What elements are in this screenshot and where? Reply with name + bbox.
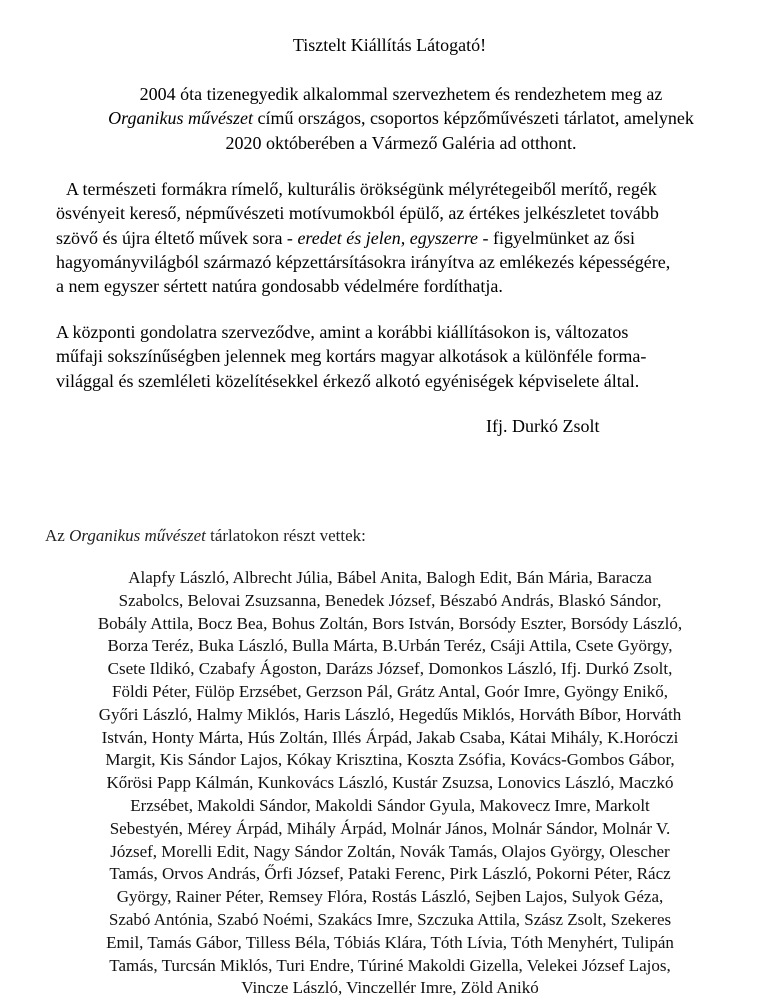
participants-list-line: Bobály Attila, Bocz Bea, Bohus Zoltán, Bors István, Borsódy Eszter, Borsódy László, [97, 613, 683, 633]
paragraph-intro-line-2-rest: című országos, csoportos képzőművészeti tárlatot, amelynek [252, 108, 694, 129]
participants-list-line: Margit, Kis Sándor Lajos, Kókay Krisztina, Koszta Zsófia, Kovács-Gombos Gábor, [105, 750, 675, 770]
paragraph-description-line-3-end: - figyelmünket az ősi [478, 227, 635, 248]
participants-list-line: Kőrösi Papp Kálmán, Kunkovács László, Kustár Zsuzsa, Lonovics László, Maczkó [106, 773, 674, 793]
participants-list-line: József, Morelli Edit, Nagy Sándor Zoltán, Novák Tamás, Olajos György, Olescher [110, 841, 670, 861]
participants-list-line: György, Rainer Péter, Remsey Flóra, Rostás László, Sejben Lajos, Sulyok Géza, [116, 887, 664, 907]
participants-list-line: Földi Péter, Fülöp Erzsébet, Gerzson Pál, Grátz Antal, Goór Imre, Gyöngy Enikő, [112, 681, 668, 701]
paragraph-concept-line-1: A központi gondolatra szerveződve, amint a korábbi kiállításokon is, változatos [56, 322, 629, 342]
participants-heading-italic: Organikus művészet [69, 526, 206, 545]
participants-list-line: Szabó Antónia, Szabó Noémi, Szakács Imre, Szczuka Attila, Szász Zsolt, Szekeres [108, 909, 672, 929]
paragraph-description [56, 177, 746, 298]
participants-list-line: Sebestyén, Mérey Árpád, Mihály Árpád, Molnár János, Molnár Sándor, Molnár V. [109, 818, 671, 838]
paragraph-description-line-3-start: szövő és újra éltető művek sora - [56, 227, 298, 248]
paragraph-concept-line-2: műfaji sokszínűségben jelennek meg kortárs magyar alkotások a különféle forma- [56, 346, 647, 367]
paragraph-description-line-2: ösvényeit kereső, népművészeti motívumokból épülő, az értékes jelkészletet tovább [56, 203, 659, 224]
paragraph-description-line-5: a nem egyszer sértett natúra gondosabb védelmére fordíthatja. [56, 276, 503, 297]
participants-list-line: Alapfy László, Albrecht Júlia, Bábel Anita, Balogh Edit, Bán Mária, Baracza [128, 568, 652, 587]
greeting-heading: Tisztelt Kiállítás Látogató! [292, 35, 487, 55]
participants-heading-prefix: Az [45, 526, 70, 545]
participants-list-line: Győri László, Halmy Miklós, Haris László, Hegedűs Miklós, Horváth Bíbor, Horváth [98, 704, 682, 724]
signature: Ifj. Durkó Zsolt [486, 416, 600, 436]
participants-list-line: Tamás, Orvos András, Őrfi József, Pataki Ferenc, Pirk László, Pokorni Péter, Rácz [109, 864, 671, 884]
paragraph-description-line-3 [56, 226, 746, 250]
paragraph-description-line-1: A természeti formákra rímelő, kulturális örökségünk mélyrétegeiből merítő, regék [66, 179, 657, 199]
paragraph-concept-line-3: világgal és szemléleti közelítésekkel érkező alkotó egyéniségek képviselete által. [56, 370, 640, 391]
participants-list [52, 567, 728, 1000]
participants-list-line: Szabolcs, Belovai Zsuzsanna, Benedek József, Bészabó András, Blaskó Sándor, [118, 590, 662, 610]
paragraph-intro-line-1: 2004 óta tizenegyedik alkalommal szervezhetem és rendezhetem meg az [139, 84, 663, 104]
paragraph-intro-line-2 [56, 106, 746, 130]
participants-list-line: Emil, Tamás Gábor, Tilless Béla, Tóbiás Klára, Tóth Lívia, Tóth Menyhért, Tulipán [106, 932, 674, 952]
participants-list-line: Csete Ildikó, Czabafy Ágoston, Darázs József, Domonkos László, Ifj. Durkó Zsolt, [107, 659, 673, 679]
paragraph-intro-line-3: 2020 októberében a Vármező Galéria ad otthont. [225, 132, 577, 153]
participants-list-line: Tamás, Turcsán Miklós, Turi Endre, Túriné Makoldi Gizella, Velekei József Lajos, [109, 955, 671, 975]
motto-italic: eredet és jelen, egyszerre [297, 227, 479, 248]
paragraph-intro [56, 82, 746, 155]
participants-list-line: István, Honty Márta, Hús Zoltán, Illés Árpád, Jakab Csaba, Kátai Mihály, K.Horóczi [101, 727, 679, 747]
participants-list-line: Borza Teréz, Buka László, Bulla Márta, B.Urbán Teréz, Csáji Attila, Csete György, [107, 636, 673, 656]
paragraph-concept [56, 320, 746, 393]
participants-list-line: Erzsébet, Makoldi Sándor, Makoldi Sándor Gyula, Makovecz Imre, Markolt [130, 795, 650, 815]
paragraph-description-line-4: hagyományvilágból származó képzettársításokra irányítva az emlékezés képességére, [56, 251, 671, 272]
participants-list-line: Vincze László, Vinczellér Imre, Zöld Anikó [241, 978, 539, 998]
participants-heading [45, 525, 366, 547]
participants-heading-suffix: tárlatokon részt vettek: [205, 526, 366, 545]
exhibition-title-italic: Organikus művészet [108, 108, 253, 129]
